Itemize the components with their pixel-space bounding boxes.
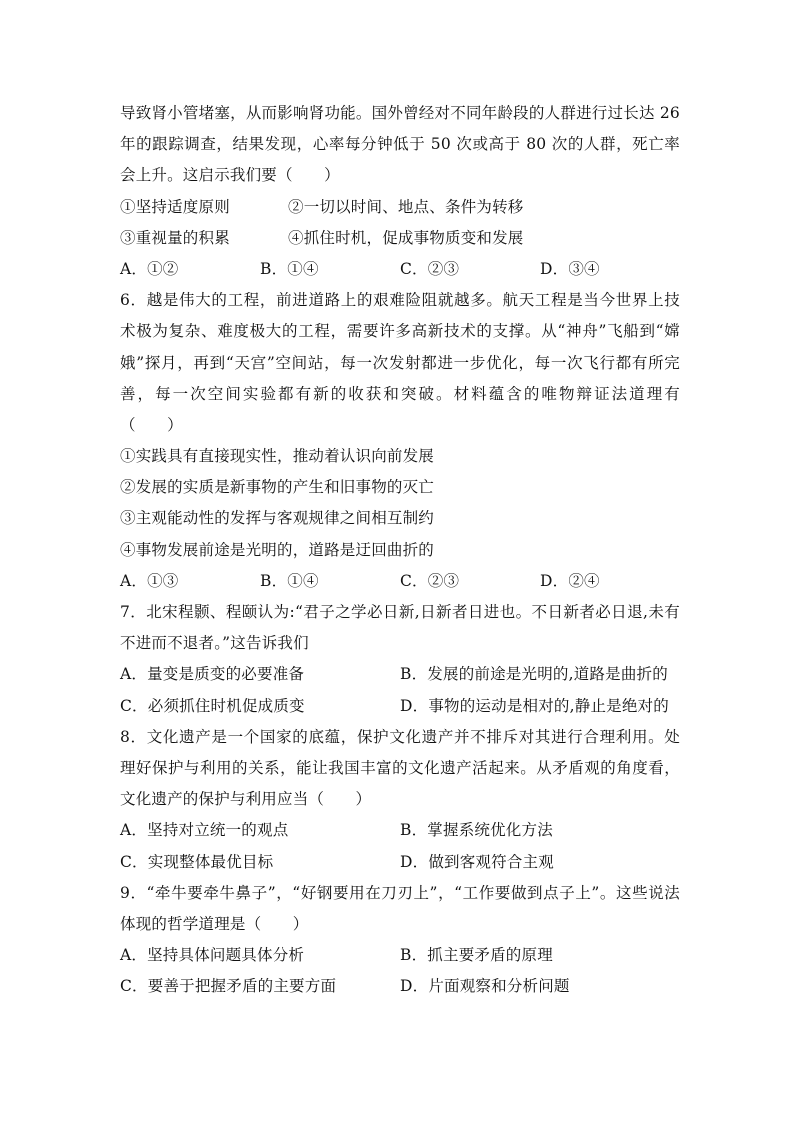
option-c: C．要善于把握矛盾的主要方面	[120, 977, 337, 996]
question-text-line: 7．北宋程颢、程颐认为:“君子之学必日新,日新者日进也。不日新者必日退,未有	[120, 603, 680, 621]
question-text-line: 不进而不退者。”这告诉我们	[120, 634, 309, 653]
option-d: D．片面观察和分析问题	[400, 977, 570, 996]
question-8	[120, 722, 680, 878]
question-text-line: 善，每一次空间实验都有新的收获和突破。材料蕴含的唯物辩证法道理有	[120, 384, 680, 403]
answer-options-row	[120, 971, 680, 1002]
question-text-line: 6．越是伟大的工程，前进道路上的艰难险阻就越多。航天工程是当今世界上技	[120, 291, 680, 310]
option-d: D．做到客观符合主观	[400, 852, 554, 871]
answer-options-row	[120, 940, 680, 971]
question-text-line: 9．“牵牛要牵牛鼻子”，“好钢要用在刀刃上”，“工作要做到点子上”。这些说法	[120, 883, 680, 902]
option-c: C．②③	[400, 571, 460, 590]
question-text-line: 年的跟踪调查，结果发现，心率每分钟低于 50 次或高于 80 次的人群，死亡率	[120, 135, 680, 154]
statement-row	[120, 223, 680, 254]
question-7	[120, 597, 680, 722]
option-a: A．坚持具体问题具体分析	[120, 946, 305, 965]
answer-options-row	[120, 847, 680, 878]
option-b: B．①④	[260, 259, 319, 278]
statement-2: ②一切以时间、地点、条件为转移	[288, 197, 524, 216]
question-5	[120, 98, 680, 285]
option-a: A．量变是质变的必要准备	[120, 665, 305, 684]
statement-1: ①坚持适度原则	[120, 197, 230, 216]
answer-options	[120, 566, 680, 597]
option-a: A．①③	[120, 571, 179, 590]
statement-4: ④事物发展前途是光明的，道路是迂回曲折的	[120, 540, 435, 559]
question-text-line: 会上升。这启示我们要（ ）	[120, 166, 340, 185]
option-a: A．坚持对立统一的观点	[120, 821, 289, 840]
option-b: B．①④	[260, 571, 319, 590]
option-a: A．①②	[120, 259, 179, 278]
question-text-line: 文化遗产的保护与利用应当（ ）	[120, 790, 372, 809]
answer-options	[120, 254, 680, 285]
statement-3: ③重视量的积累	[120, 228, 230, 247]
option-d: D．事物的运动是相对的,静止是绝对的	[400, 696, 669, 715]
question-text-line: （ ）	[120, 415, 183, 434]
option-b: B．抓主要矛盾的原理	[400, 946, 553, 965]
question-9	[120, 878, 680, 1003]
option-c: C．实现整体最优目标	[120, 852, 274, 871]
option-b: B．发展的前途是光明的,道路是曲折的	[400, 665, 668, 684]
question-text-line: 导致肾小管堵塞，从而影响肾功能。国外曾经对不同年龄段的人群进行过长达 26	[120, 104, 680, 122]
option-c: C．必须抓住时机促成质变	[120, 696, 305, 715]
question-6	[120, 285, 680, 597]
question-text-line: 术极为复杂、难度极大的工程，需要许多高新技术的支撑。从“神舟”飞船到“嫦	[120, 322, 680, 341]
exam-content	[120, 98, 680, 1002]
statement-3: ③主观能动性的发挥与客观规律之间相互制约	[120, 509, 435, 528]
statement-4: ④抓住时机，促成事物质变和发展	[288, 228, 524, 247]
answer-options-row	[120, 815, 680, 846]
question-text-line: 体现的哲学道理是（ ）	[120, 914, 309, 933]
answer-options-row	[120, 659, 680, 690]
option-b: B．掌握系统优化方法	[400, 821, 553, 840]
option-c: C．②③	[400, 259, 460, 278]
answer-options-row	[120, 691, 680, 722]
question-text-line: 8．文化遗产是一个国家的底蕴，保护文化遗产并不排斥对其进行合理利用。处	[120, 727, 680, 746]
question-text-line: 娥”探月，再到“天宫”空间站，每一次发射都进一步优化，每一次飞行都有所完	[120, 353, 680, 372]
question-text-line: 理好保护与利用的关系，能让我国丰富的文化遗产活起来。从矛盾观的角度看，	[120, 758, 680, 777]
option-d: D．②④	[540, 571, 600, 590]
statement-row	[120, 192, 680, 223]
statement-1: ①实践具有直接现实性，推动着认识向前发展	[120, 447, 435, 466]
option-d: D．③④	[540, 259, 600, 278]
statement-2: ②发展的实质是新事物的产生和旧事物的灭亡	[120, 478, 435, 497]
